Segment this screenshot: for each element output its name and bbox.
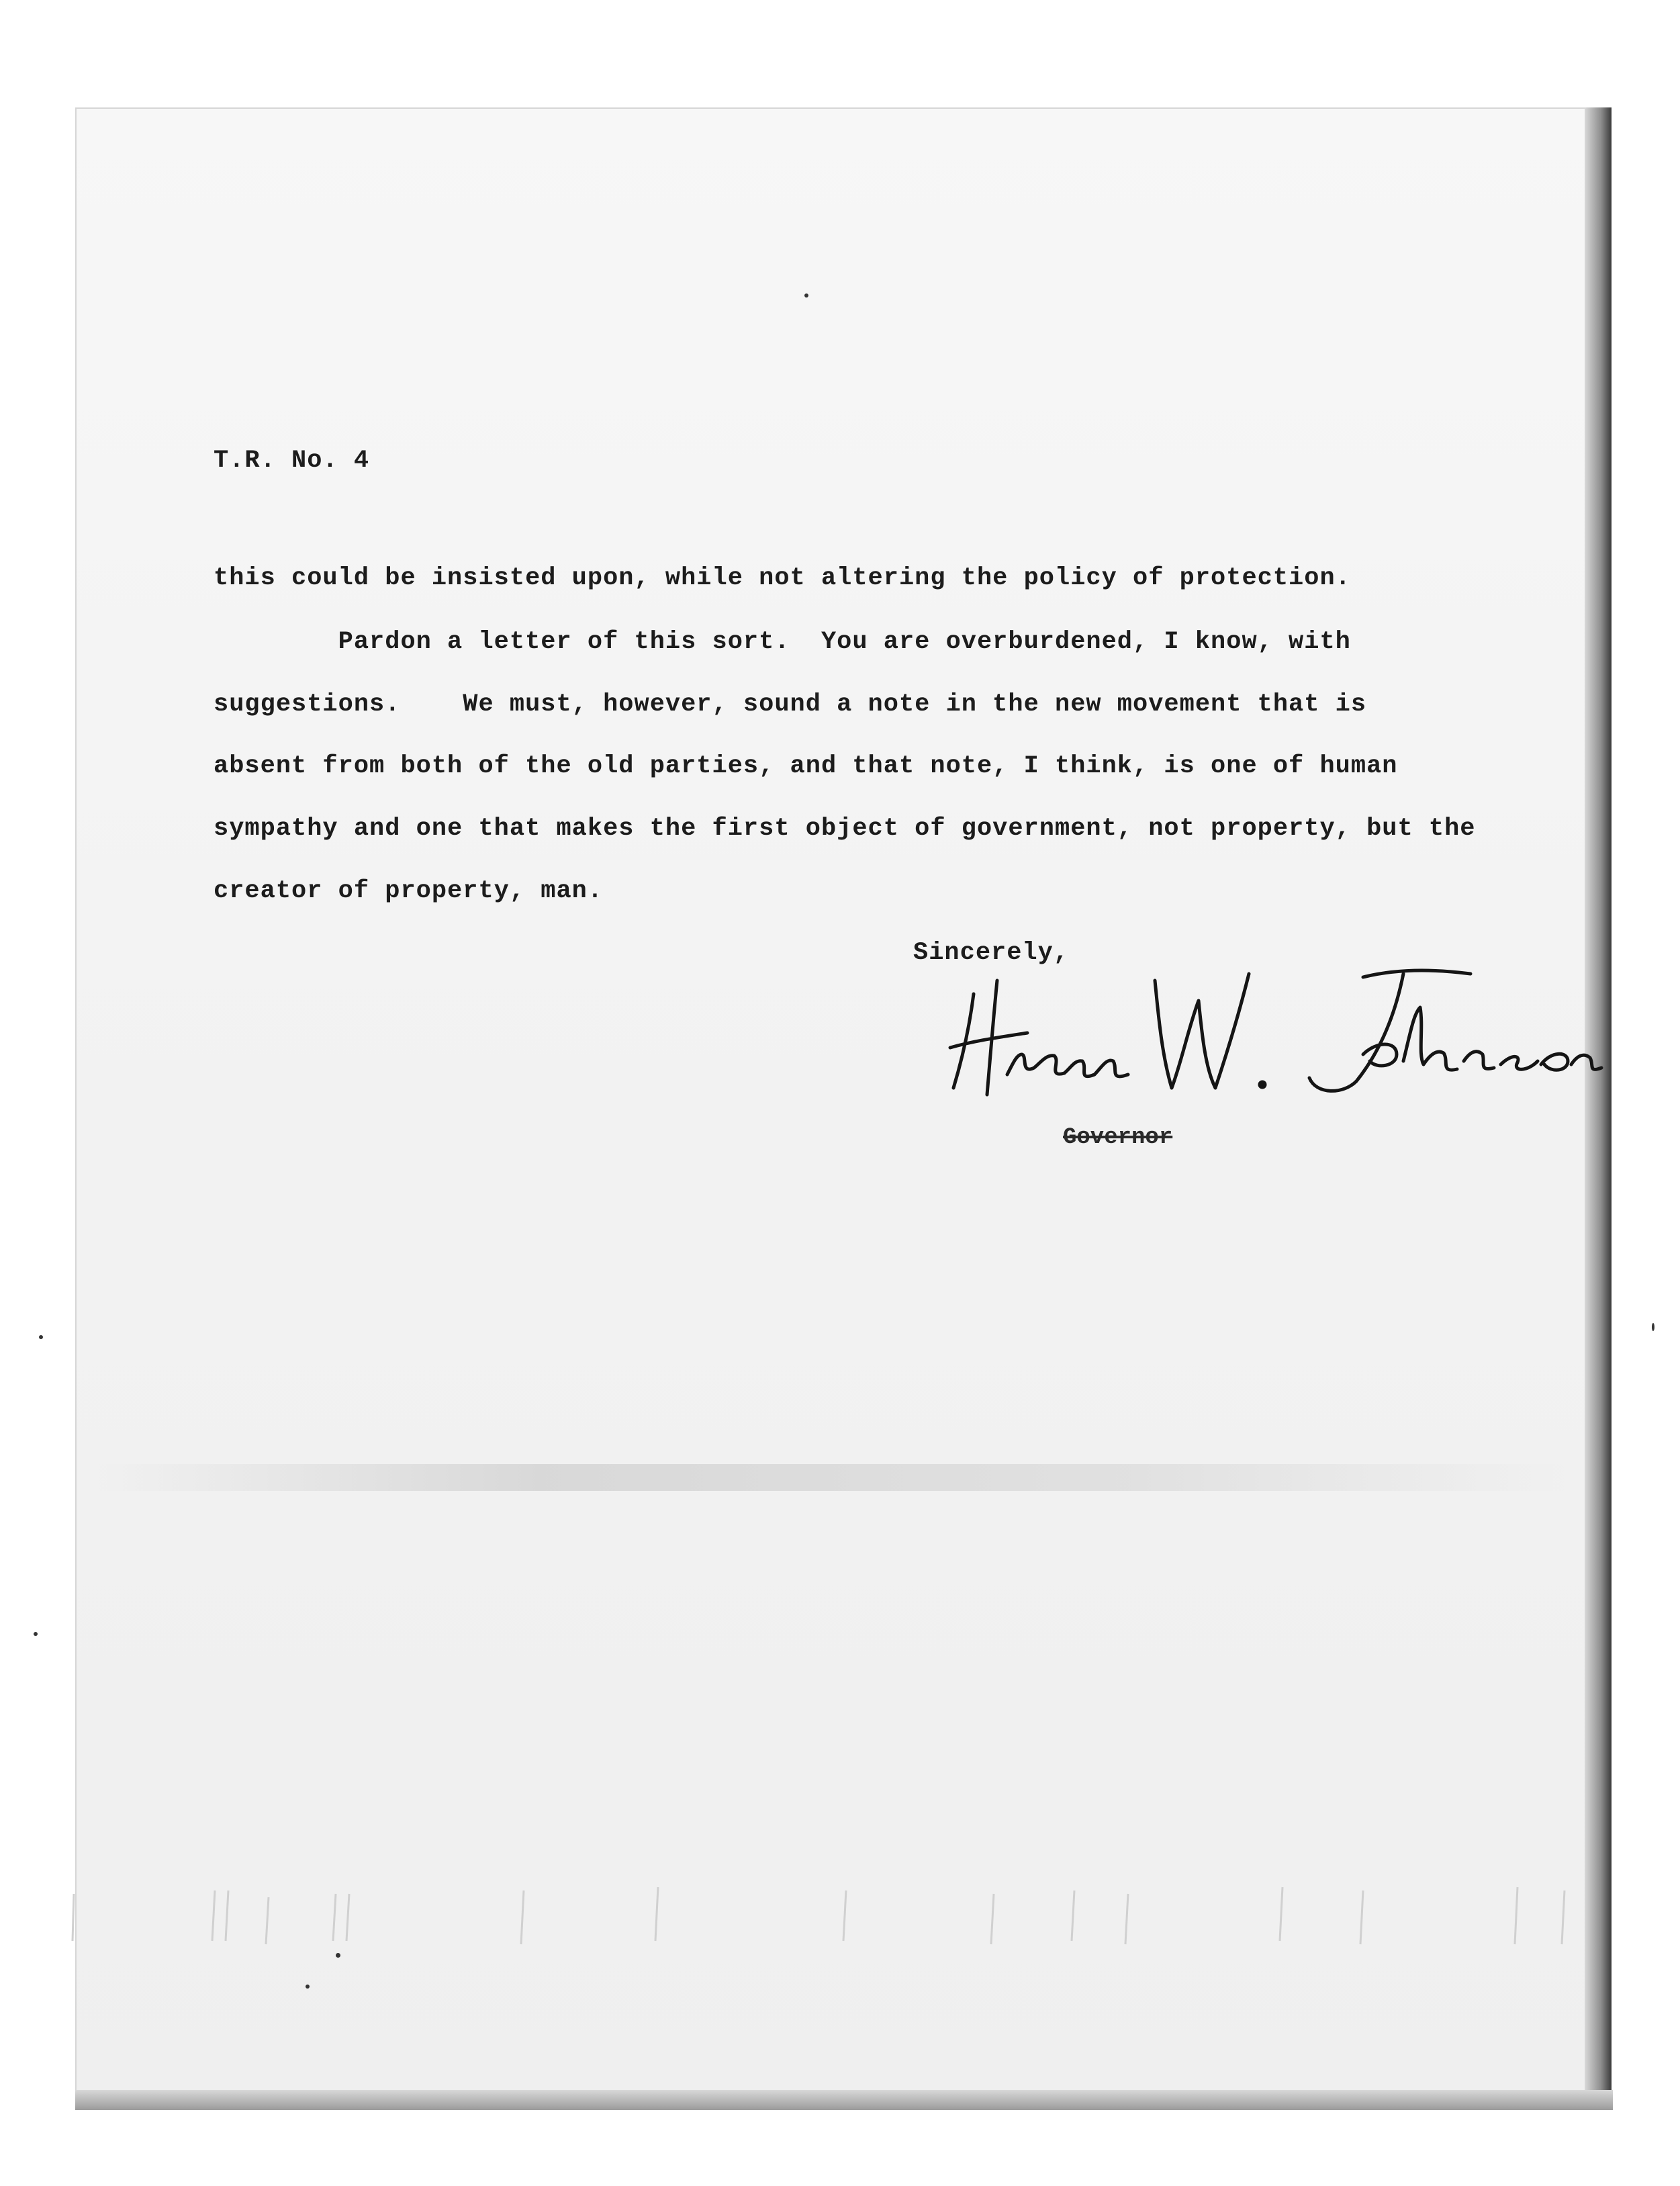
speck — [804, 293, 808, 298]
body-line-5: sympathy and one that makes the first object of government, not property, but the — [214, 815, 1476, 843]
speck — [34, 1632, 38, 1636]
closing-salutation: Sincerely, — [913, 939, 1070, 967]
sheet-bottom-edge — [75, 2090, 1613, 2110]
speck — [39, 1335, 43, 1339]
speck — [1652, 1323, 1654, 1331]
body-line-2: Pardon a letter of this sort. You are overburdened, I know, with — [214, 628, 1351, 656]
body-line-6: creator of property, man. — [214, 877, 604, 905]
body-line-1: this could be insisted upon, while not altering the policy of protection. — [214, 564, 1351, 592]
paper-smudge — [94, 1464, 1571, 1491]
body-line-4: absent from both of the old parties, and that note, I think, is one of human — [214, 752, 1398, 780]
paper-scratches — [54, 1880, 1598, 1961]
speck — [306, 1985, 310, 1989]
struck-title: Governor — [1063, 1125, 1173, 1150]
page-reference: T.R. No. 4 — [214, 447, 370, 475]
handwritten-signature — [933, 954, 1605, 1128]
body-line-3: suggestions. We must, however, sound a note in the new movement that is — [214, 690, 1367, 719]
